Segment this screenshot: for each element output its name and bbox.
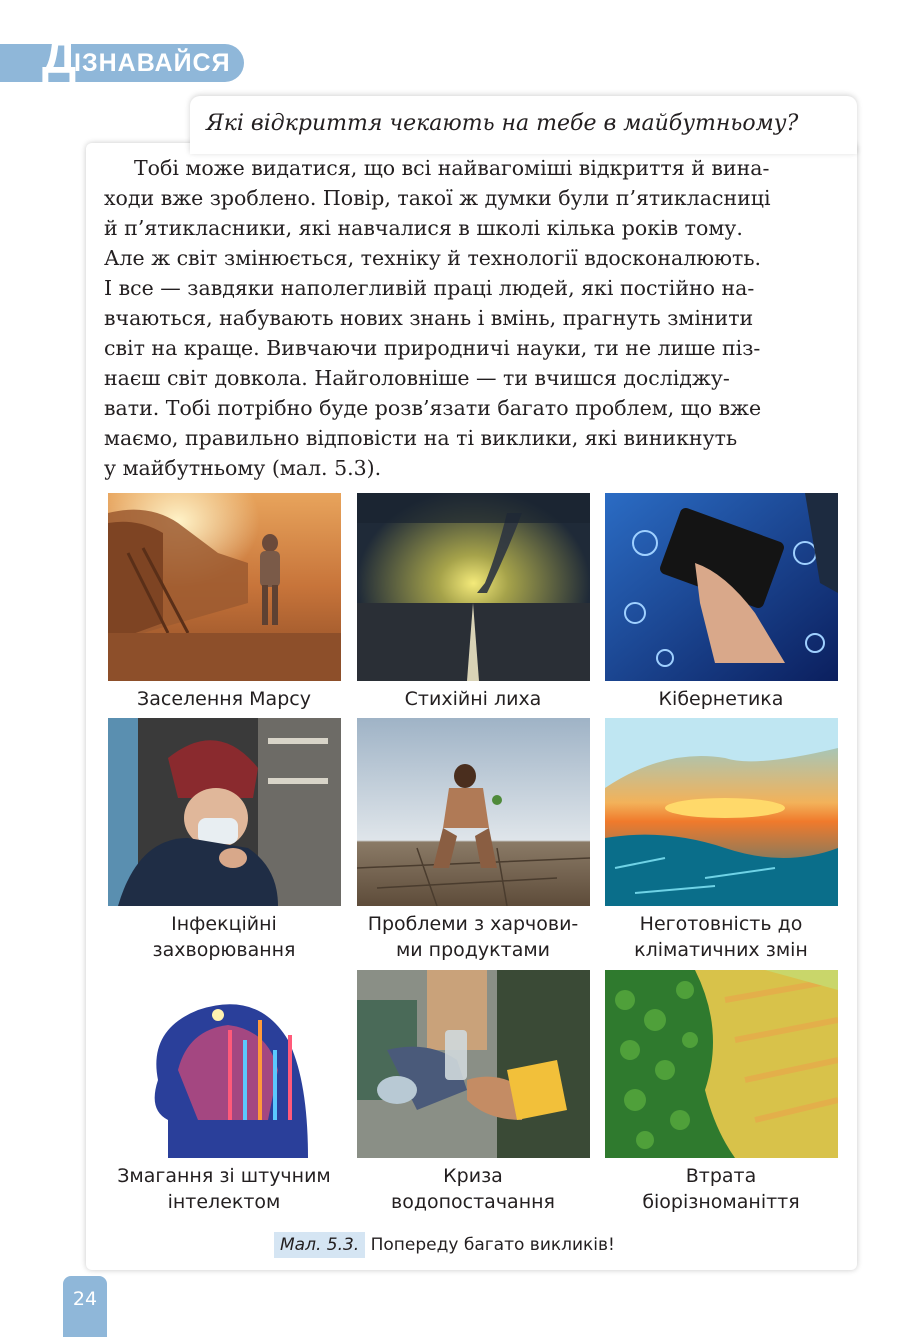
cybernetics-tablet-image [605,493,838,681]
water-bottle-image [357,970,590,1158]
figure-caption-5: Проблеми з харчови- ми продуктами [367,913,579,961]
body-line: світ на краще. Вивчаючи природничі науки, ти не лише піз- [104,336,761,360]
figure-caption-6: Неготовність до кліматичних змін [634,913,808,961]
body-line: вати. Тобі потрібно буде розв’язати багато проблем, що вже [104,396,762,420]
ai-head-image [108,970,341,1158]
body-line: І все — завдяки наполегливій праці людей, які постійно на- [104,276,755,300]
body-line: маємо, правильно відповісти на ті виклики, які виникнуть [104,426,738,450]
figure-caption-9: Втрата біорізноманіття [642,1165,800,1213]
figure-caption-text: Попереду багато викликів! [370,1235,615,1255]
question-heading: Які відкриття чекають на тебе в майбутньому? [206,111,799,136]
figure-caption-4: Інфекційні захворювання [152,913,296,961]
masked-person-image [108,718,341,906]
section-header-first-letter: Д [42,31,77,84]
figure-caption-8: Криза водопостачання [391,1165,555,1213]
figure-caption-7: Змагання зі штучним інтелектом [117,1165,331,1213]
mars-colony-image [108,493,341,681]
body-line: Тобі може видатися, що всі найвагоміші відкриття й вина- [134,156,770,180]
figure-caption-3: Кібернетика [658,688,784,710]
body-line: наєш світ довкола. Найголовніше — ти вчишся досліджу- [104,366,730,390]
body-line: й п’ятикласники, які навчалися в школі кілька років тому. [104,216,743,240]
figure-label: Мал. 5.3. [274,1232,365,1258]
figure-main-caption [274,1232,615,1258]
figure-caption-1: Заселення Марсу [137,688,311,710]
body-line: ходи вже зроблено. Повір, такої ж думки були п’ятикласниці [104,186,771,210]
tornado-image [357,493,590,681]
body-paragraph [104,153,838,483]
body-line: вчаються, набувають нових знань і вмінь, прагнуть змінити [104,306,754,330]
figure-caption-2: Стихійні лиха [404,688,542,710]
page-number: 24 [72,1288,98,1310]
melting-ice-image [605,718,838,906]
section-header-title: ІЗНАВАЙСЯ [74,49,231,77]
forest-aerial-image [605,970,838,1158]
body-line: Але ж світ змінюється, техніку й технології вдосконалюють. [104,246,761,270]
body-line: у майбутньому (мал. 5.3). [104,456,382,480]
drought-field-image [357,718,590,906]
